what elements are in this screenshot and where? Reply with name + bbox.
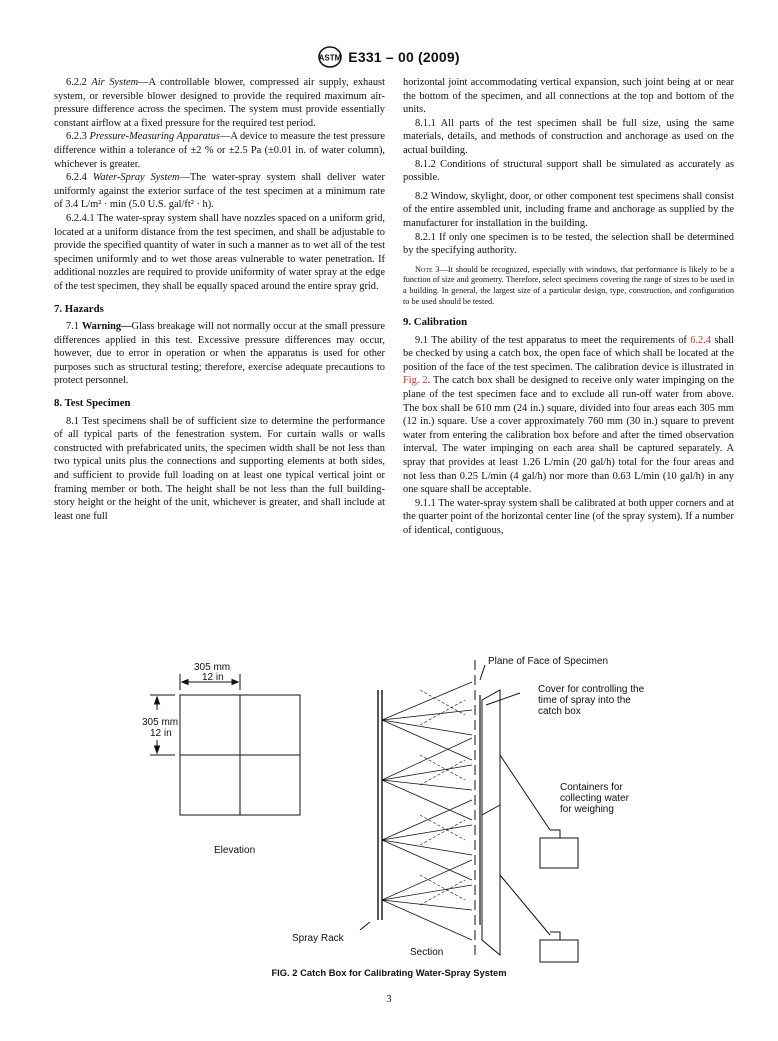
section-heading-calibration: 9. Calibration	[403, 316, 468, 329]
astm-logo-icon	[318, 46, 342, 68]
section-heading-test-specimen: 8. Test Specimen	[54, 397, 131, 410]
paragraph-8-1-2: 8.1.2 Conditions of structural support shall be simulated as accurately as possible.	[403, 158, 734, 184]
cover-label: Cover for controlling the time of spray into the catch box	[538, 684, 645, 717]
paragraph-6-2-3: 6.2.3 Pressure-Measuring Apparatus—A device to measure the test pressure difference within a tolerance of ±2 % or ±2.5 Pa (±0.01 in. of water column), whichever is greater.	[54, 131, 386, 170]
link-fig-2[interactable]: Fig. 2	[403, 375, 428, 387]
page-header	[0, 45, 778, 69]
paragraph-8-2: 8.2 Window, skylight, door, or other component test specimens shall consist of the entire assembled unit, including frame and anchorage as supplied by the manufacturer for installation in the building.	[403, 190, 734, 229]
link-6-2-4[interactable]: 6.2.4	[690, 334, 712, 346]
document-designation: E331 – 00 (2009)	[348, 49, 460, 65]
section-label: Section	[410, 947, 444, 958]
paragraph-7-1: 7.1 Warning—Glass breakage will not normally occur at the small pressure differences applied in this test. Excessive pressure differences may occur, however, due to error in operation or when the apparatus is used for other purposes such as structural testing; therefore, exercise adequate precautions to protect personnel.	[54, 321, 385, 387]
containers-label: Containers for collecting water for weighing	[560, 782, 629, 815]
paragraph-8-1-cont: horizontal joint accommodating vertical expansion, such joint being at or near the bottom of the specimen, and all connections at the top and bottom of the units.	[403, 77, 734, 116]
paragraph-6-2-2: 6.2.2 Air System—A controllable blower, compressed air supply, exhaust system, or reversible blower designed to provide the required maximum air-pressure difference across the specimen. The system must provide essentially constant airflow at a fixed pressure for the required test period.	[54, 77, 385, 129]
dim-width-mm: 305 mm	[194, 662, 231, 673]
paragraph-9-1: 9.1 The ability of the test apparatus to meet the requirements of 6.2.4 shall be checked by using a catch box, the open face of which shall be located at the position of the face of the test specimen. The calibration device is illustrated in Fig. 2. The catch box shall be designed to receive only water impinging on the plane of the test specimen face and to exclude all run-off water from above. The box shall be 610 mm (24 in.) square, divided into four areas each 305 mm (12 in.) square. Use a cover approximately 760 mm (30 in.) square to prevent water from entering the calibration box before and after the timed observation interval. The water impinging on each area shall be captured separately. A spray that provides at least 1.26 L/min (20 gal/h) total for the four areas and not less than 0.25 L/min (4 gal/h) nor more than 0.63 L/min (10 gal/h) in any one square shall be acceptable.	[403, 334, 734, 496]
paragraph-9-1-1: 9.1.1 The water-spray system shall be calibrated at both upper corners and at the quarter point of the horizontal center line (of the spray system). If a number of identical, contiguous,	[403, 497, 734, 536]
dim-height-in: 12 in	[150, 728, 172, 739]
svg-text:ASTM: ASTM	[318, 53, 342, 63]
note-3: Note 3—It should be recognized, especially with windows, that performance is likely to be a function of size and geometry. Therefore, select specimens covering the range of sizes to be used in a building. In general, the largest size of a particular design, type, construction, and configuration to be used should be tested.	[403, 264, 734, 306]
dim-width-in: 12 in	[202, 672, 224, 683]
section-heading-hazards: 7. Hazards	[54, 302, 104, 315]
page-number: 3	[386, 994, 392, 1005]
figure-catch-box	[120, 656, 680, 965]
paragraph-8-2-1: 8.2.1 If only one specimen is to be tested, the selection shall be determined by the specifying authority.	[403, 231, 734, 257]
figure-caption: FIG. 2 Catch Box for Calibrating Water-Spray System	[271, 967, 507, 978]
dim-height-mm: 305 mm	[142, 717, 179, 728]
paragraph-8-1: 8.1 Test specimens shall be of sufficient size to determine the performance of all typical parts of the fenestration system. For curtain walls or walls constructed with prefabricated units, the specimen width shall be not less than two typical units plus the connections and supporting elements at both sides, and sufficient to provide full loading on at least one typical vertical joint or framing member or both. The height shall be not less than the full building-story height or the height of the unit, whichever is greater, and shall include at least one full	[54, 415, 385, 522]
left-column	[54, 76, 385, 523]
right-column	[403, 76, 734, 538]
paragraph-6-2-4: 6.2.4 Water-Spray System—The water-spray system shall deliver water uniformly against the exterior surface of the test specimen at a minimum rate of 3.4 L/m² · min (5.0 U.S. gal/ft² · h).	[54, 172, 385, 211]
elevation-label: Elevation	[214, 845, 256, 856]
spray-rack-label: Spray Rack	[292, 933, 344, 944]
plane-label: Plane of Face of Specimen	[488, 656, 609, 667]
paragraph-6-2-4-1: 6.2.4.1 The water-spray system shall have nozzles spaced on a uniform grid, located at a uniform distance from the test specimen, and shall be adjustable to provide the specified quantity of water in such a manner as to wet all of the test specimen uniformly and to wet those areas vulnerable to water penetration. If additional nozzles are required to provide uniformity of water spray at the edge of the test specimen, they shall be equally spaced around the entire spray grid.	[54, 212, 385, 292]
paragraph-8-1-1: 8.1.1 All parts of the test specimen shall be full size, using the same materials, details, and methods of construction and anchorage as used on the actual building.	[403, 117, 734, 156]
